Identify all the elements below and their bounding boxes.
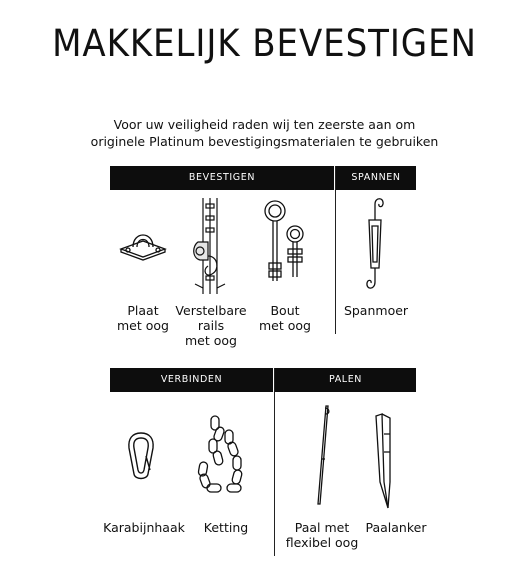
header-spannen: SPANNEN <box>336 166 416 190</box>
label-bout-met-oog: Bout met oog <box>259 303 311 333</box>
label-karabijnhaak: Karabijnhaak <box>103 520 185 535</box>
intro-line-1: Voor uw veiligheid raden wij ten zeerste aan om <box>113 117 416 132</box>
label-spanmoer: Spanmoer <box>343 303 409 318</box>
flexible-pole-icon <box>308 404 338 508</box>
eye-bolt-icon <box>258 197 308 289</box>
label-paal-met-flexibel-oog: Paal met flexibel oog <box>285 520 359 550</box>
divider-bottom <box>274 368 275 556</box>
plate-with-eye-icon <box>118 225 168 265</box>
header-palen: PALEN <box>275 368 416 392</box>
chain-icon <box>195 414 255 500</box>
ground-anchor-icon <box>370 412 400 512</box>
header-verbinden: VERBINDEN <box>110 368 273 392</box>
header-bevestigen: BEVESTIGEN <box>110 166 334 190</box>
adjustable-rail-icon <box>190 196 230 296</box>
label-paalanker: Paalanker <box>365 520 427 535</box>
intro-line-2: originele Platinum bevestigingsmaterialen te gebruiken <box>90 134 439 149</box>
intro-text <box>0 116 529 150</box>
label-verstelbare-rails: Verstelbare rails met oog <box>175 303 247 348</box>
label-plaat-met-oog: Plaat met oog <box>117 303 169 333</box>
carabiner-icon <box>124 430 158 482</box>
turnbuckle-icon <box>360 194 390 294</box>
page-title: MAKKELIJK BEVESTIGEN <box>52 22 477 65</box>
label-ketting: Ketting <box>203 520 249 535</box>
